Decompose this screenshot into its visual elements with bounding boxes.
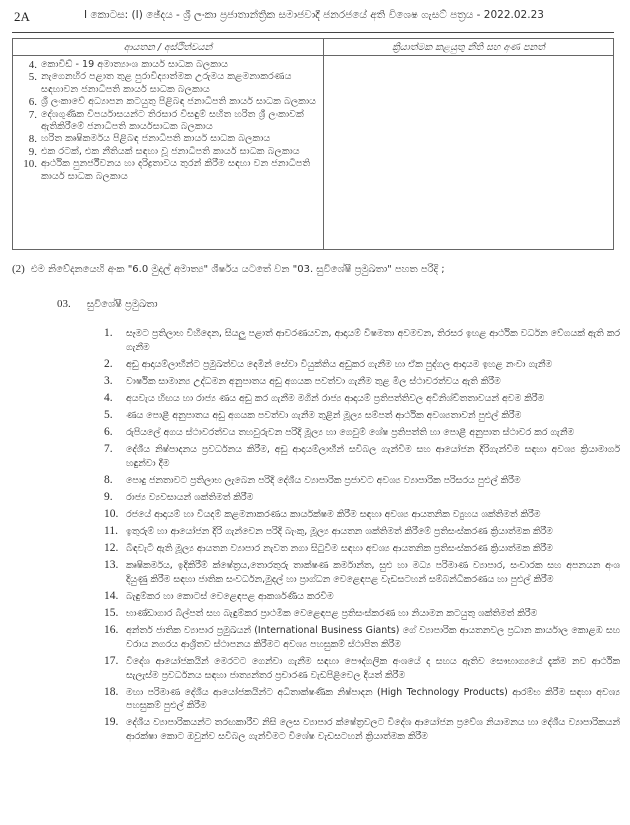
item-text: විදේශ ආයෝජකයින් මෙරටට ගෙන්වා ගැනීම සඳහා පෞද්ගලික අංශයේ ද සහය ඇතිව සෞභාග්‍යයේ දැක්ම නව ආර්ථික සැලැස්ම ප්‍රවර්ධනය සඳහා ජාත්‍යන්තර ප්‍රචාරණ වැඩපිළිවෙල දියත් කිරීම: [126, 655, 620, 681]
list-item: [104, 327, 620, 355]
item-number: 12.: [104, 541, 119, 554]
list-item: [104, 716, 620, 744]
item-number: 10.: [104, 507, 119, 520]
list-item: [104, 590, 620, 604]
item-number: 9.: [28, 145, 37, 158]
list-item: [104, 375, 620, 389]
list-item: [104, 624, 620, 652]
item-number: 9.: [104, 490, 113, 503]
item-text: පොදු ජනතාවට ප්‍රතිලාභ ලැබෙන පරිදි දේශීය ව්‍යාපාරික ප්‍රජාවට අවශ්‍ය ව්‍යාපාරික පරිසරය පුළුල් කිරීම: [126, 474, 521, 486]
item-text: අන්තර් ජාතික ව්‍යාපාර ප්‍රමුඛයන් (International Business Giants) ගේ ව්‍යාපාරික ආයතනවල ප්‍රධාන කාර්යාල කොළඹ සහ වරාය නගරය ආශ්‍රිතව ස්ථාපනය කිරීමට අවශ්‍ය පහසුකම් ස්ථාපිත කිරීම: [126, 624, 620, 650]
list-item: [104, 474, 620, 488]
list-item: [19, 71, 319, 96]
item-number: 16.: [104, 623, 119, 636]
item-text: එක රටක්, එක නීතියක් සඳහා වූ ජනාධිපති කාර්ය සාධක බලකාය: [41, 145, 300, 157]
list-item: [104, 686, 620, 714]
item-text: දේශගුණික විපර්යාසයන්ට තිරසාර විසඳුම් සහිත හරිත ශ්‍රී ලංකාවක් ඇතිකිරීමේ ජනාධිපති කාර්යසාධක බලකාය: [41, 108, 304, 133]
section-number: 03.: [57, 298, 71, 310]
institutions-cell: [13, 56, 324, 250]
list-item: [104, 443, 620, 471]
list-item: [104, 525, 620, 539]
list-item: [104, 426, 620, 440]
item-text: ශ්‍රී ලංකාවේ අධ්‍යාපන කටයුතු පිළිබඳ ජනාධිපති කාර්ය සාධක බලකාය: [41, 96, 317, 108]
item-text: සෑමට ප්‍රතිලාභ විහිදෙන, සියලු පළාත් ආවරණයවන, ආදායම් විෂමතා අවමවන, තිරසර ඉහළ ආර්ථික වර්ධන වේගයක් ඇති කර ගැනීම: [126, 328, 620, 353]
item-text: ආර්ථික පුනර්ජීවනය හා දරිද්‍රතාවය තුරන් කිරීම සඳහා වන ජනාධිපති කාර්ය සාධක බලකාය: [41, 158, 311, 182]
table-row: [13, 56, 614, 250]
list-item: [104, 358, 620, 372]
laws-cell: [324, 56, 614, 250]
item-text: බැඳුම්කර හා කොටස් වෙළෙඳපළ ආකර්ශණීය කරවීම: [126, 590, 334, 602]
item-text: කෘෂිකර්මය, ඉදිකිරීම් ක්ෂේත්‍රය,තොරතුරු තාක්ෂණ කර්මාන්ත, සුළු හා මධ්‍ය පරිමාණ ව්‍යාපාර, සංචාරක සහ අපනයන අංශ දියුණු කිරීම සඳහා ජාතික සංවර්ධන,මුදල් හා ප්‍රාග්ධන වෙළෙඳපළ වැඩසටහන් සම්බන්ධීකරණය හා පුළුල් කිරීම: [126, 559, 620, 585]
item-number: 8.: [28, 133, 37, 146]
item-number: 7.: [28, 108, 37, 121]
item-number: 3.: [104, 374, 113, 387]
item-text: රජයේ ආදායම් හා වියදම් කළමනාකරණය කාර්යක්ෂම කිරීම සඳහා අවශ්‍ය ආයතනික ව්‍යුහය ශක්තිමත් කිරීම: [126, 508, 541, 520]
paragraph-2: [12, 263, 445, 275]
column-header-institutions: ආයතන / අස්ථිත්වයන්: [13, 39, 324, 56]
item-number: 5.: [104, 408, 113, 421]
item-text: අයවැය හිඟය හා රාජ්‍ය ණය අඩු කර ගැනීම මගින් රාජ්‍ය ආදායම් ප්‍රතිපත්තිවල අවිනිශ්චිතතාවයන් අවම කිරීම: [126, 392, 545, 404]
list-item: [19, 96, 319, 108]
section-title: සුවිශේෂී ප්‍රමුඛතා: [86, 299, 158, 310]
item-text: දේශීය නිෂ්පාදනය ප්‍රවර්ධනය කිරීම, අඩු ආදායම්ලාභීන් සවිබල ගැන්වීම සහ ආයෝජන දිරිගැන්වීම සඳහා අවශ්‍ය ක්‍රියාමාර්ග හඳුන්වා දීම: [126, 443, 620, 469]
item-number: 5.: [28, 71, 37, 84]
item-text: භාණ්ඩාගාර බිල්පත් සහ බැඳුම්කර ප්‍රාථමික වෙළෙඳපළ ප්‍රතිසංස්කරණ හා නියාමන කටයුතු ශක්තිමත් කිරීම: [126, 607, 538, 619]
item-text: කොවිඩ් - 19 අමාත්‍යාංශ කාර්ය සාධක බලකාය: [41, 59, 229, 70]
priorities-list: [104, 327, 620, 747]
item-number: 10.: [23, 158, 37, 171]
list-item: [104, 607, 620, 621]
item-text: ණය පොළී අනුපාතය අඩු අගයක පවත්වා ගැනීම තුළින් මූල්‍ය සම්පත් ආර්ථික අවශ්‍යතාවන් පුළුල් කිරීම: [126, 409, 522, 421]
item-number: 18.: [104, 685, 119, 698]
table-header-row: [13, 39, 614, 56]
item-text: රාජ්‍ය ව්‍යවසායන් ශක්තිමත් කිරීම: [126, 491, 254, 503]
list-item: [104, 655, 620, 683]
item-number: 1.: [104, 327, 113, 339]
item-text: මහා පරිමාණ දේශීය ආයෝජකයින්ට අධිතාක්ෂණික නිෂ්පාදන (High Technology Products) ආරම්භ කිරීම සඳහා අවශ්‍ය පහසුකම් පුළුල් කිරීම: [126, 686, 620, 712]
list-item: [104, 409, 620, 423]
page-number: 2A: [14, 9, 30, 24]
item-number: 8.: [104, 473, 113, 486]
list-item: [104, 508, 620, 522]
section-heading: [57, 298, 158, 310]
item-number: 4.: [104, 391, 113, 404]
list-item: [19, 158, 319, 183]
list-item: [104, 542, 620, 556]
item-text: අඩු ආදායම්ලාභීන්ට ප්‍රමුඛත්වය දෙමින් සේවා වියුක්තිය අඩුකර ගැනීම හා ඒක පුද්ගල ආදායම ඉහළ නංවා ගැනීම: [126, 358, 553, 370]
page-header: [14, 9, 614, 29]
item-number: 7.: [104, 442, 113, 455]
list-item: [19, 146, 319, 158]
item-number: 15.: [104, 606, 119, 619]
paragraph-label: (2): [12, 263, 25, 275]
list-item: [19, 59, 319, 71]
item-text: ඉතුරුම් හා ආයෝජන දිරි ගැන්වෙන පරිදි බැංකු, මූල්‍ය ආයතන ශක්තිමත් කිරීමේ ප්‍රතිසංස්කරණ ක්‍රියාත්මක කිරීම: [126, 525, 553, 537]
list-item: [19, 109, 319, 134]
paragraph-text: එම නිවේදනයෙහි අංක "6.0 මුදල් අමාත්‍ය" ශීර්ෂය යටතේ වන "03. සුවිශේෂී ප්‍රමුඛතා" පහත පරිදි ;: [30, 264, 445, 275]
list-item: [19, 133, 319, 145]
item-number: 11.: [104, 524, 118, 537]
item-number: 4.: [28, 59, 37, 71]
institutions-list: [19, 59, 319, 183]
column-header-laws: ක්‍රියාත්මක කළයුතු නීති සහ අණ පනත්: [324, 39, 614, 56]
item-number: 2.: [104, 357, 113, 370]
item-text: නැගෙනහිර පළාත තුළ පුරාවිද්‍යාත්මක උරුමය කළමනාකරණය සඳහාවන ජනාධිපති කාර්ය සාධක බලකාය: [41, 71, 292, 95]
item-number: 19.: [104, 716, 119, 729]
item-number: 6.: [28, 96, 37, 109]
institutions-table: [12, 38, 614, 250]
running-title: I කොටස: (I) ඡේදය - ශ්‍රී ලංකා ප්‍රජාතාන්ත්‍රික සමාජවාදී ජනරජයේ අති විශෙෂ ගැසට් පත්‍රය - 2022.02.23: [84, 9, 544, 21]
item-number: 17.: [104, 654, 119, 667]
item-number: 14.: [104, 589, 119, 602]
item-number: 6.: [104, 425, 113, 438]
item-text: දේශීය ව්‍යාපාරිකයන්ට තරඟකාරීව නිසි ලෙස ව්‍යාපාර ක්ෂේත්‍රවලට විදේශ ආයෝජන ප්‍රවේශ නියාමනය හා දේශීය ව්‍යාපාරිකයන් ආරක්ෂා කොට ඔවුන්ව සවිබල ගැන්වීමට විශේෂ වැඩසටහන් ක්‍රියාත්මක කිරීම: [126, 717, 620, 743]
list-item: [104, 491, 620, 505]
list-item: [104, 559, 620, 587]
header-rule: [12, 32, 614, 33]
item-text: වාර්ෂික සාමාන්‍ය උද්ධමන අනුපාතය අඩු අගයක පවත්වා ගැනීම තුළ මිල ස්ථාවරත්වය ඇති කිරීම: [126, 375, 501, 387]
item-text: රුපියලේ අගය ස්ථාවරත්වය තහවුරුවන පරිදි මූල්‍ය හා ගෙවුම් ශේෂ ප්‍රතිපත්ති හා පොළී අනුපාත ස්ථාවර කර ගැනීම: [126, 426, 575, 438]
item-number: 13.: [104, 558, 119, 571]
list-item: [104, 392, 620, 406]
item-text: හරිත කෘෂිකර්මය පිළිබඳ ජනාධිපති කාර්ය සාධක බලකාය: [41, 133, 271, 145]
item-text: බිඳවැටී ඇති මූල්‍ය ආයතන ව්‍යාපාර නැවත නගා සිටුවීම සඳහා අවශ්‍ය ආයතනික ප්‍රතිසංස්කරණ ක්‍රියාත්මක කිරීම: [126, 542, 553, 554]
